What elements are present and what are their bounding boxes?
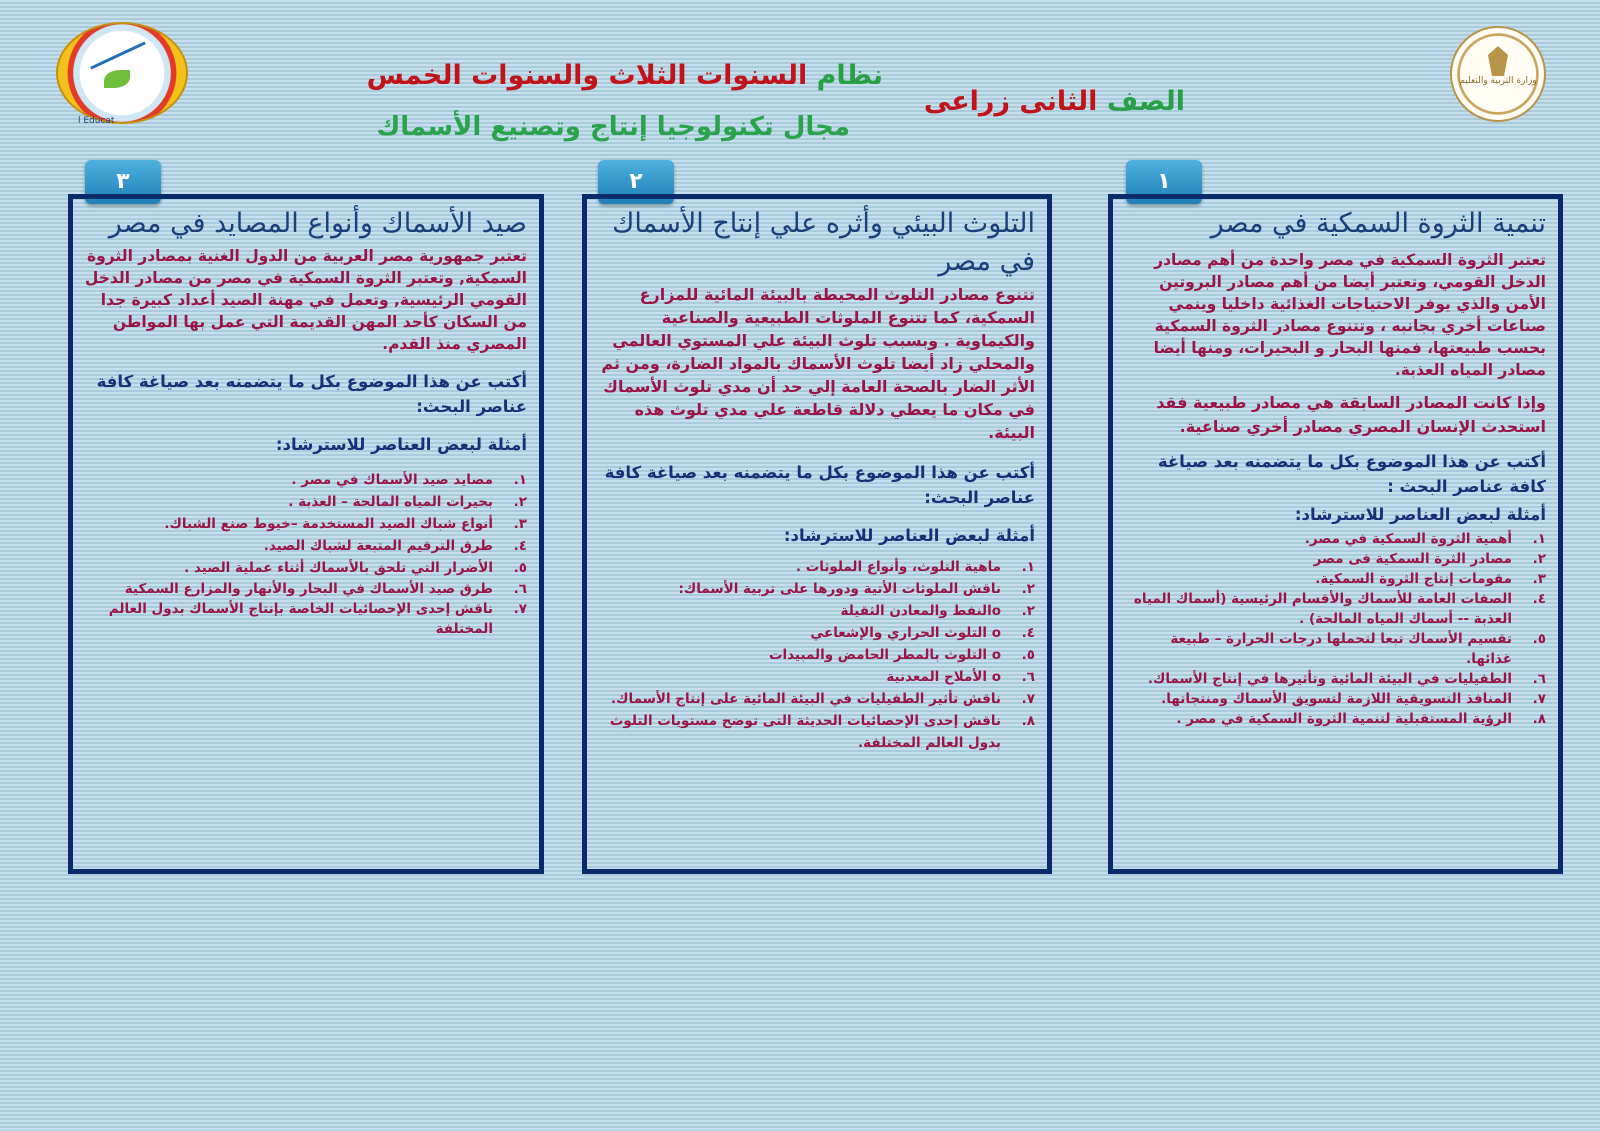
topic-title: صيد الأسماك وأنواع المصايد في مصر bbox=[108, 208, 527, 239]
ministry-seal bbox=[1450, 26, 1546, 122]
topic-intro: تتنوع مصادر التلوث المحيطة بالبيئة المائية للمزارع السمكية، كما تتنوع الملوثات الطبيعية والصناعية والكيماوية . وبسبب تلوث البيئة علي المستوي العالمي والمحلي زاد أيضا تلوث الأسماك بالمواد الضارة، ومن ثم الأثر الضار بالصحة العامة إلي حد أن مدي تلوث الأسماك في مكان ما يعطي دلالة قاطعة علي مدي تلوث هذه البيئة. bbox=[601, 285, 1035, 442]
chart-arrow-icon bbox=[90, 41, 146, 69]
examples-heading: أمثلة لبعض العناصر للاسترشاد: bbox=[275, 435, 527, 454]
list-item: ٦. o الأملاح المعدنية bbox=[886, 669, 1035, 685]
list-item: ٢. مصادر الثرة السمكية فى مصر bbox=[1313, 551, 1546, 567]
grade-title bbox=[923, 86, 1185, 117]
examples-heading: أمثلة لبعض العناصر للاسترشاد: bbox=[783, 526, 1035, 545]
topic-title: التلوث البيئي وأثره علي إنتاج الأسماك في مصر bbox=[612, 208, 1035, 277]
topic-card-3 bbox=[68, 194, 544, 874]
system-title-first-word: نظام bbox=[816, 60, 883, 91]
assignment-instruction: أكتب عن هذا الموضوع بكل ما يتضمنه بعد صياغة كافة عناصر البحث: bbox=[96, 372, 527, 416]
list-item: ٧. ناقش إحدى الإحصائيات الخاصة بإنتاج الأسماك بدول العالم المختلفة bbox=[108, 601, 527, 637]
system-title-text bbox=[367, 60, 883, 91]
list-item: ٣. أنواع شباك الصيد المستخدمة –خيوط صنع الشباك. bbox=[164, 516, 527, 532]
list-item: ١. مصايد صيد الأسماك في مصر . bbox=[291, 472, 527, 488]
field-title: مجال تكنولوجيا إنتاج وتصنيع الأسماك bbox=[376, 112, 850, 142]
topic-card-1 bbox=[1108, 194, 1563, 874]
grade-value: الثانى زراعى bbox=[923, 86, 1098, 117]
topic-title: تنمية الثروة السمكية في مصر bbox=[1210, 208, 1546, 239]
topic-intro: تعتبر الثروة السمكية في مصر واحدة من أهم مصادر الدخل القومي، وتعتبر أيضا من أهم مصادر البروتين الأمن والذي يوفر الاحتياجات الغذائية داخليا وينمي صناعات أخري بجانبه ، وتتنوع مصادر الثروة السمكية بحسب طبيعتها، فمنها البحار و البحيرات، ومنها أيضا مصادر المياه العذبة. bbox=[1153, 251, 1546, 379]
research-items-list bbox=[83, 469, 527, 639]
ministry-seal-caption: وزارة التربية والتعليم bbox=[1459, 76, 1537, 86]
research-items-list bbox=[1123, 529, 1546, 729]
eagle-icon bbox=[1488, 46, 1508, 76]
topic-card-2 bbox=[582, 194, 1052, 874]
list-item: ٥. الأضرار التي تلحق بالأسماك أثناء عملية الصيد . bbox=[184, 560, 527, 576]
list-item: ٤. o التلوث الحراري والإشعاعي bbox=[810, 625, 1035, 641]
list-item: ٧. المنافذ التسويقية اللازمة لتسويق الأسماك ومنتجاتها. bbox=[1161, 691, 1546, 707]
topic-intro-2: وإذا كانت المصادر السابقة هي مصادر طبيعية فقد استحدث الإنسان المصري مصادر أخري صناعية. bbox=[1156, 393, 1546, 436]
list-item: ٢. oالنفط والمعادن الثقيلة bbox=[840, 603, 1035, 619]
list-item: ٤. طرق الترقيم المتبعة لشباك الصيد. bbox=[263, 538, 527, 554]
list-item: ٣. مقومات إنتاج الثروة السمكية. bbox=[1315, 571, 1546, 587]
school-logo-caption: l Educat bbox=[78, 116, 115, 126]
system-title bbox=[366, 60, 883, 91]
list-item: ٨. الرؤية المستقبلية لتنمية الثروة السمكية في مصر . bbox=[1176, 711, 1546, 727]
school-logo bbox=[56, 22, 188, 124]
grade-label: الصف bbox=[1106, 86, 1185, 117]
topic-tab-2: ٢ bbox=[598, 160, 674, 204]
system-title-rest: السنوات الثلاث والسنوات الخمس bbox=[366, 60, 817, 91]
list-item: ٨. ناقش إحدى الإحصائيات الحديثة التى توضح مستويات التلوث بدول العالم المختلفة. bbox=[609, 713, 1035, 751]
assignment-instruction: أكتب عن هذا الموضوع بكل ما يتضمنه بعد صياغة كافة عناصر البحث : bbox=[1157, 452, 1546, 496]
list-item: ١. ماهية التلوث، وأنواع الملوثات . bbox=[795, 559, 1035, 575]
research-items-list bbox=[597, 556, 1035, 754]
list-item: ٥. o التلوث بالمطر الحامض والمبيدات bbox=[768, 647, 1035, 663]
list-item: ٦. طرق صيد الأسماك في البحار والأنهار والمزارع السمكية bbox=[124, 581, 527, 597]
list-item: ١. أهمية الثروة السمكية في مصر. bbox=[1304, 531, 1546, 547]
topic-tab-1: ١ bbox=[1126, 160, 1202, 204]
examples-heading: أمثلة لبعض العناصر للاسترشاد: bbox=[1294, 505, 1546, 524]
list-item: ٥. تقسيم الأسماك تبعا لتحملها درجات الحرارة – طبيعة غذائها. bbox=[1170, 631, 1546, 667]
list-item: ٢. بحيرات المياه المالحة – العذبة . bbox=[288, 494, 527, 510]
list-item: ٧. ناقش تأثير الطفيليات في البيئة المائية على إنتاج الأسماك. bbox=[611, 691, 1035, 707]
list-item: ٢. ناقش الملوثات الأتية ودورها على تربية الأسماك: bbox=[678, 581, 1035, 597]
assignment-instruction: أكتب عن هذا الموضوع بكل ما يتضمنه بعد صياغة كافة عناصر البحث: bbox=[604, 463, 1035, 507]
leaf-icon bbox=[104, 70, 130, 88]
topic-tab-3: ٣ bbox=[85, 160, 161, 204]
topic-intro: تعتبر جمهورية مصر العربية من الدول الغنية بمصادر الثروة السمكية, وتعتبر الثروة السمكية في مصر من مصادر الدخل القومي الرئيسية, وتعمل في مهنة الصيد أعداد كبيرة جدا من السكان كأحد المهن القديمة التي عمل بها المواطن المصري منذ القدم. bbox=[84, 247, 527, 353]
list-item: ٦. الطفيليات في البيئة المائية وتأثيرها في إنتاج الأسماك. bbox=[1147, 671, 1546, 687]
list-item: ٤. الصفات العامة للأسماك والأقسام الرئيسية (أسماك المياه العذبة -- أسماك المياه المالحة) . bbox=[1133, 591, 1546, 627]
